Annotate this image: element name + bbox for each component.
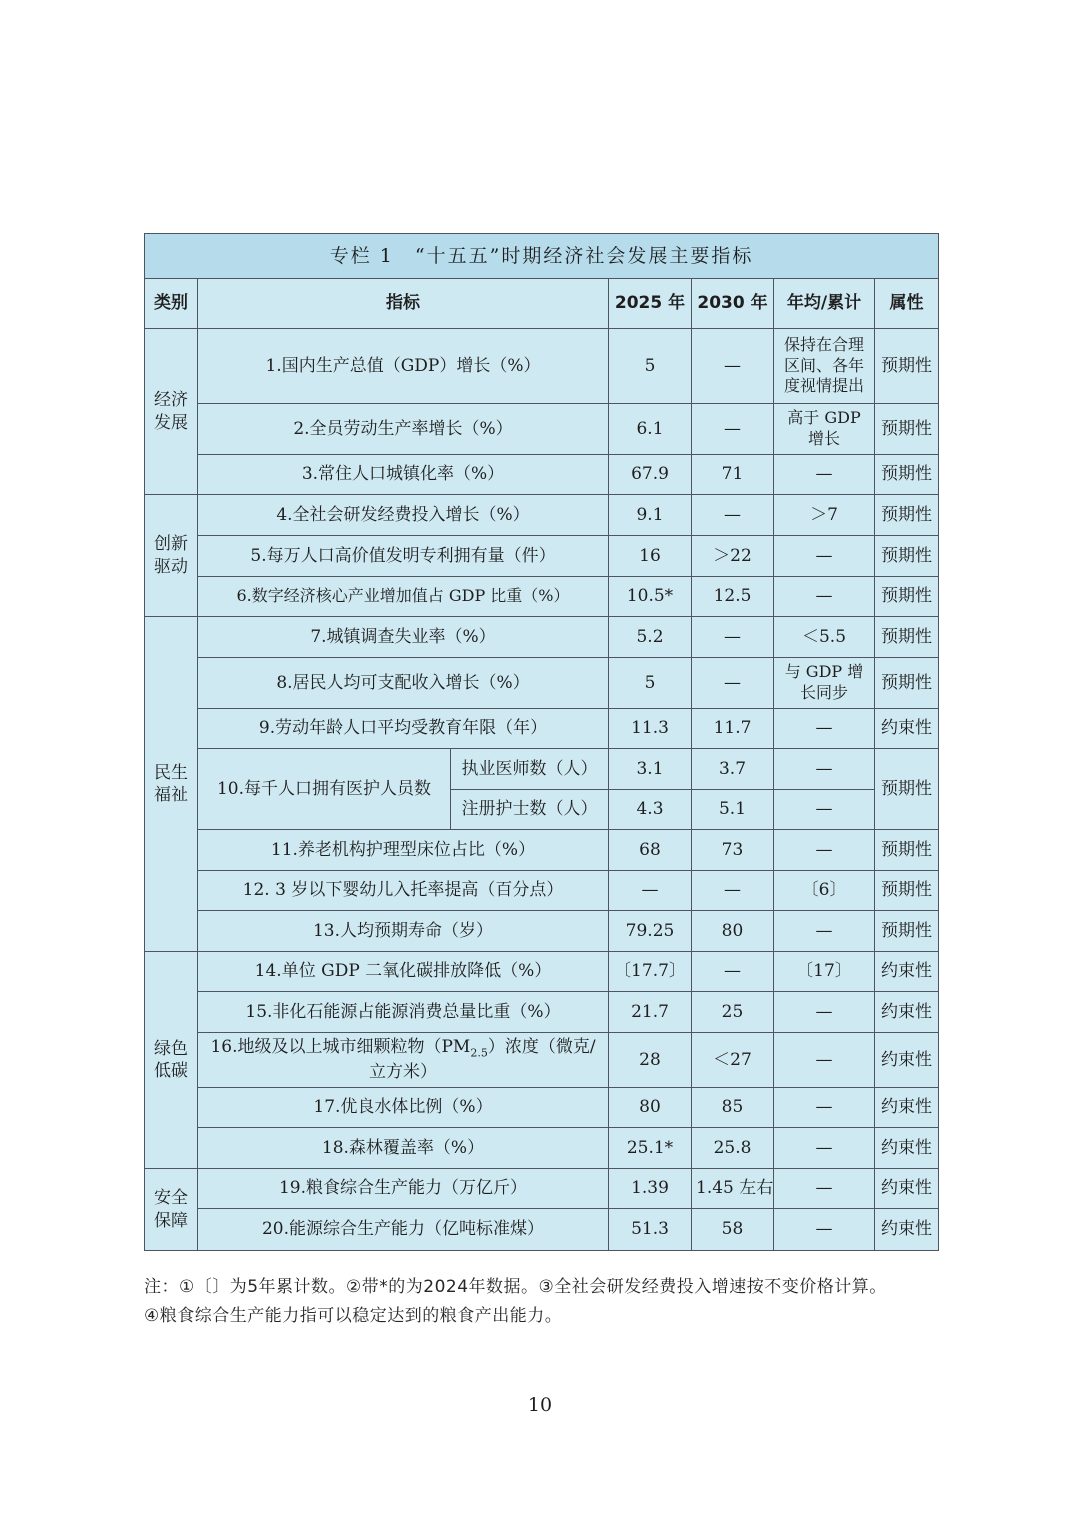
indicator-name: 20.能源综合生产能力（亿吨标准煤）	[198, 1209, 609, 1251]
value-2030: 25	[692, 992, 774, 1033]
value-avg: —	[774, 709, 875, 749]
value-2030: 12.5	[692, 577, 774, 617]
table-row	[145, 1088, 939, 1128]
value-avg: 〔6〕	[774, 871, 875, 911]
value-avg: 与 GDP 增长同步	[774, 658, 875, 709]
sub-indicator-name: 执业医师数（人）	[451, 749, 609, 790]
header-attr: 属性	[875, 279, 939, 329]
attribute: 预期性	[875, 911, 939, 952]
value-2030: 1.45 左右	[692, 1169, 774, 1209]
category-innovation: 创新驱动	[145, 495, 198, 617]
value-2030: 3.7	[692, 749, 774, 790]
value-avg: 〔17〕	[774, 952, 875, 992]
value-avg: —	[774, 1169, 875, 1209]
value-2030: 11.7	[692, 709, 774, 749]
indicator-name: 16.地级及以上城市细颗粒物$(PM_{2.5})$浓度（微克/立方米）	[198, 1033, 609, 1088]
attribute: 约束性	[875, 1209, 939, 1251]
header-2025: 2025 年	[609, 279, 692, 329]
footnote-line: ④粮食综合生产能力指可以稳定达到的粮食产出能力。	[144, 1306, 563, 1326]
value-2030: 80	[692, 911, 774, 952]
table-row	[145, 992, 939, 1033]
value-avg: —	[774, 1209, 875, 1251]
value-avg: —	[774, 536, 875, 577]
value-2025: 68	[609, 830, 692, 871]
value-2025: 11.3	[609, 709, 692, 749]
table-row	[145, 658, 939, 709]
table-row	[145, 709, 939, 749]
value-avg: —	[774, 1128, 875, 1169]
value-2025: 28	[609, 1033, 692, 1088]
attribute: 预期性	[875, 536, 939, 577]
table-row	[145, 1128, 939, 1169]
indicator-name: 5.每万人口高价值发明专利拥有量（件）	[198, 536, 609, 577]
indicator-name: 7.城镇调查失业率（%）	[198, 617, 609, 658]
value-avg: 保持在合理区间、各年度视情提出	[774, 329, 875, 404]
value-2030: 25.8	[692, 1128, 774, 1169]
page-number: 10	[527, 1394, 553, 1416]
table-row	[145, 911, 939, 952]
value-2025: 79.25	[609, 911, 692, 952]
category-livelihood: 民生福祉	[145, 617, 198, 952]
indicator-name: 8.居民人均可支配收入增长（%）	[198, 658, 609, 709]
indicator-name: 4.全社会研发经费投入增长（%）	[198, 495, 609, 536]
attribute: 约束性	[875, 709, 939, 749]
value-2030: ＞22	[692, 536, 774, 577]
table-row	[145, 830, 939, 871]
attribute: 预期性	[875, 830, 939, 871]
table-row	[145, 404, 939, 455]
table-row	[145, 952, 939, 992]
value-2025: 25.1*	[609, 1128, 692, 1169]
value-2025: 16	[609, 536, 692, 577]
attribute: 预期性	[875, 658, 939, 709]
footnote-line: 注：①〔〕为5年累计数。②带*的为2024年数据。③全社会研发经费投入增速按不变价格计算。	[144, 1277, 887, 1297]
value-2030: —	[692, 404, 774, 455]
attribute: 约束性	[875, 1088, 939, 1128]
value-avg: —	[774, 1033, 875, 1088]
value-2030: 58	[692, 1209, 774, 1251]
attribute: 预期性	[875, 404, 939, 455]
value-2025: 1.39	[609, 1169, 692, 1209]
table-row	[145, 455, 939, 495]
indicator-name: 1.国内生产总值（GDP）增长（%）	[198, 329, 609, 404]
value-2025: 5	[609, 329, 692, 404]
table-row	[145, 871, 939, 911]
indicators-table	[144, 233, 939, 1251]
attribute: 预期性	[875, 577, 939, 617]
indicator-name: 18.森林覆盖率（%）	[198, 1128, 609, 1169]
table-header-row	[145, 279, 939, 329]
value-2030: 85	[692, 1088, 774, 1128]
value-2025: 5.2	[609, 617, 692, 658]
attribute: 预期性	[875, 617, 939, 658]
indicator-name: 13.人均预期寿命（岁）	[198, 911, 609, 952]
attribute: 预期性	[875, 495, 939, 536]
attribute: 预期性	[875, 329, 939, 404]
value-2025: —	[609, 871, 692, 911]
indicator-name: 9.劳动年龄人口平均受教育年限（年）	[198, 709, 609, 749]
table-row	[145, 1033, 939, 1088]
indicator-name: 14.单位 GDP 二氧化碳排放降低（%）	[198, 952, 609, 992]
indicator-name: 17.优良水体比例（%）	[198, 1088, 609, 1128]
attribute: 约束性	[875, 1169, 939, 1209]
value-avg: —	[774, 1088, 875, 1128]
table-row	[145, 329, 939, 404]
value-avg: —	[774, 992, 875, 1033]
value-2025: 4.3	[609, 790, 692, 830]
indicator-name: 2.全员劳动生产率增长（%）	[198, 404, 609, 455]
value-avg: —	[774, 577, 875, 617]
value-avg: —	[774, 749, 875, 790]
table-row	[145, 495, 939, 536]
category-economy: 经济发展	[145, 329, 198, 495]
value-2025: 67.9	[609, 455, 692, 495]
value-2025: 5	[609, 658, 692, 709]
value-avg: —	[774, 911, 875, 952]
table-title-row	[145, 234, 939, 279]
value-2030: 73	[692, 830, 774, 871]
indicator-name: 3.常住人口城镇化率（%）	[198, 455, 609, 495]
indicator-name: 12. 3 岁以下婴幼儿入托率提高（百分点）	[198, 871, 609, 911]
value-2030: —	[692, 658, 774, 709]
value-2025: 9.1	[609, 495, 692, 536]
header-avg: 年均/累计	[774, 279, 875, 329]
attribute: 预期性	[875, 455, 939, 495]
indicator-name: 10.每千人口拥有医护人员数	[198, 749, 451, 830]
header-category: 类别	[145, 279, 198, 329]
value-2025: 〔17.7〕	[609, 952, 692, 992]
table-row	[145, 1169, 939, 1209]
value-2030: —	[692, 495, 774, 536]
value-2030: —	[692, 617, 774, 658]
table-row	[145, 577, 939, 617]
indicator-name: 19.粮食综合生产能力（万亿斤）	[198, 1169, 609, 1209]
attribute: 约束性	[875, 1033, 939, 1088]
attribute: 约束性	[875, 1128, 939, 1169]
attribute: 约束性	[875, 952, 939, 992]
value-avg: ＞7	[774, 495, 875, 536]
category-green: 绿色低碳	[145, 952, 198, 1169]
value-2025: 51.3	[609, 1209, 692, 1251]
table-row	[145, 617, 939, 658]
value-2025: 10.5*	[609, 577, 692, 617]
value-2025: 3.1	[609, 749, 692, 790]
value-avg: —	[774, 790, 875, 830]
value-avg: —	[774, 830, 875, 871]
table-row	[145, 536, 939, 577]
attribute: 约束性	[875, 992, 939, 1033]
value-2025: 21.7	[609, 992, 692, 1033]
value-2030: 5.1	[692, 790, 774, 830]
table-title: 专栏 1 “十五五”时期经济社会发展主要指标	[145, 234, 939, 279]
value-avg: 高于 GDP 增长	[774, 404, 875, 455]
table-row	[145, 749, 939, 790]
value-2025: 80	[609, 1088, 692, 1128]
value-2030: ＜27	[692, 1033, 774, 1088]
indicator-name: 11.养老机构护理型床位占比（%）	[198, 830, 609, 871]
attribute: 预期性	[875, 749, 939, 830]
header-indicator: 指标	[198, 279, 609, 329]
indicator-name: 15.非化石能源占能源消费总量比重（%）	[198, 992, 609, 1033]
table-row	[145, 1209, 939, 1251]
indicator-name: 6.数字经济核心产业增加值占 GDP 比重（%）	[198, 577, 609, 617]
value-2030: —	[692, 871, 774, 911]
value-avg: ＜5.5	[774, 617, 875, 658]
header-2030: 2030 年	[692, 279, 774, 329]
attribute: 预期性	[875, 871, 939, 911]
table-footnote	[144, 1273, 944, 1331]
value-2030: 71	[692, 455, 774, 495]
value-2030: —	[692, 952, 774, 992]
value-2025: 6.1	[609, 404, 692, 455]
value-2030: —	[692, 329, 774, 404]
category-security: 安全保障	[145, 1169, 198, 1251]
value-avg: —	[774, 455, 875, 495]
sub-indicator-name: 注册护士数（人）	[451, 790, 609, 830]
